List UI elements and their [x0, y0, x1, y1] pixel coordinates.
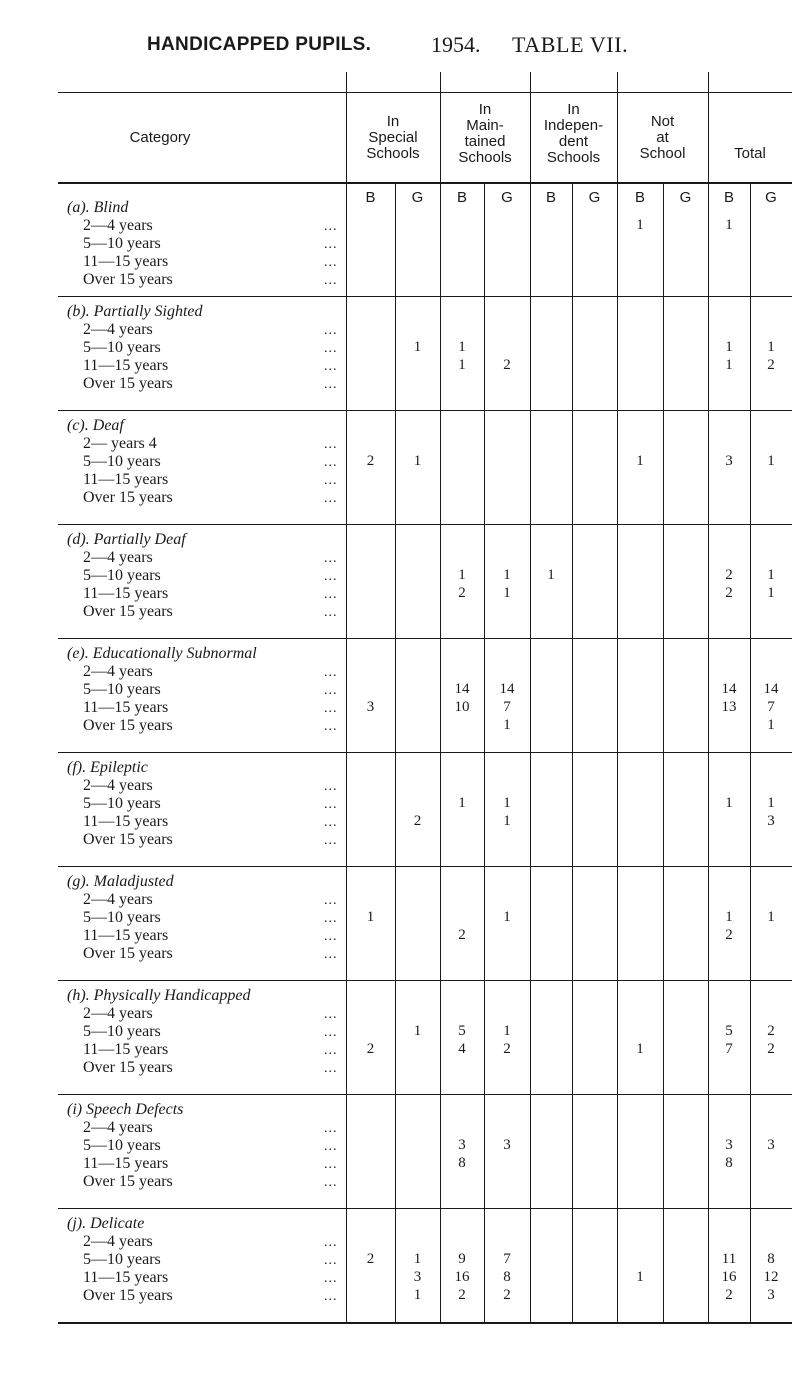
leader-dots: ...: [324, 569, 338, 584]
table-cell: 10: [454, 699, 470, 715]
age-row-label: Over 15 years: [83, 1059, 173, 1076]
age-row-label: 11—15 years: [83, 1041, 169, 1058]
rule-line: [58, 1322, 792, 1324]
age-row-label: Over 15 years: [83, 489, 173, 506]
category-column-header: Category: [129, 129, 191, 146]
age-row-label: 2—4 years: [83, 1233, 153, 1250]
column-rule: [708, 72, 709, 1323]
boys-column-label: B: [456, 189, 467, 206]
table-cell: 7: [725, 1041, 733, 1057]
title-main: HANDICAPPED PUPILS.: [147, 34, 372, 55]
category-title: (a). Blind: [67, 199, 129, 216]
table-cell: 2: [503, 1287, 511, 1303]
table-cell: 1: [725, 217, 733, 233]
table-cell: 1: [366, 909, 375, 925]
leader-dots: ...: [324, 1043, 338, 1058]
boys-column-label: B: [545, 189, 556, 206]
table-cell: 1: [636, 1269, 644, 1285]
age-row-label: 11—15 years: [83, 699, 169, 716]
leader-dots: ...: [324, 1271, 338, 1286]
age-row-label: 11—15 years: [83, 927, 169, 944]
table-cell: 13: [721, 699, 737, 715]
age-row-label: 11—15 years: [83, 585, 169, 602]
leader-dots: ...: [324, 587, 338, 602]
category-title: (f). Epileptic: [67, 759, 148, 776]
table-cell: 1: [636, 453, 644, 469]
table-cell: 4: [458, 1041, 466, 1057]
table-cell: 14: [721, 681, 737, 697]
leader-dots: ...: [324, 815, 338, 830]
table-cell: 1: [458, 357, 466, 373]
table-cell: 1: [413, 453, 422, 469]
table-cell: 3: [725, 453, 733, 469]
group-header: In Indepen- dent Schools: [543, 101, 604, 166]
table-cell: 16: [721, 1269, 737, 1285]
table-cell: 1: [767, 339, 775, 355]
column-rule: [440, 72, 441, 1323]
table-cell: 1: [767, 585, 775, 601]
age-row-label: 5—10 years: [83, 567, 161, 584]
leader-dots: ...: [324, 1253, 338, 1268]
leader-dots: ...: [324, 455, 338, 470]
leader-dots: ...: [324, 683, 338, 698]
leader-dots: ...: [324, 947, 338, 962]
table-cell: 1: [767, 909, 775, 925]
table-cell: 3: [767, 1287, 775, 1303]
age-row-label: 11—15 years: [83, 1155, 169, 1172]
girls-column-label: G: [588, 189, 601, 206]
title-table-number: TABLE VII.: [512, 32, 629, 57]
category-title: (e). Educationally Subnormal: [67, 645, 257, 662]
leader-dots: ...: [324, 237, 338, 252]
girls-column-label: G: [501, 189, 513, 206]
leader-dots: ...: [324, 437, 338, 452]
table-cell: 8: [725, 1155, 733, 1171]
leader-dots: ...: [324, 797, 338, 812]
leader-dots: ...: [324, 719, 338, 734]
table-cell: 1: [503, 717, 511, 733]
table-cell: 1: [767, 795, 775, 811]
table-cell: 2: [725, 1287, 733, 1303]
leader-dots: ...: [324, 551, 338, 566]
table-cell: 2: [767, 1041, 775, 1057]
table-cell: 1: [767, 717, 775, 733]
table-cell: 12: [763, 1269, 779, 1285]
table-cell: 1: [725, 357, 733, 373]
age-row-label: Over 15 years: [83, 603, 173, 620]
column-rule: [346, 72, 347, 1323]
age-row-label: 5—10 years: [83, 1251, 161, 1268]
table-cell: 1: [725, 795, 733, 811]
age-row-label: 5—10 years: [83, 339, 161, 356]
table-cell: 2: [725, 927, 733, 943]
age-row-label: 5—10 years: [83, 235, 161, 252]
rule-line: [58, 752, 792, 753]
table-cell: 3: [767, 1137, 775, 1153]
age-row-label: Over 15 years: [83, 375, 173, 392]
table-cell: 1: [503, 813, 511, 829]
table-cell: 8: [767, 1251, 775, 1267]
boys-column-label: B: [365, 189, 376, 206]
leader-dots: ...: [324, 1121, 338, 1136]
age-row-label: Over 15 years: [83, 1173, 173, 1190]
table-cell: 5: [458, 1023, 466, 1039]
rule-line: [58, 296, 792, 297]
table-cell: 1: [636, 217, 644, 233]
age-row-label: 11—15 years: [83, 471, 169, 488]
table-cell: 1: [413, 1023, 422, 1039]
table-cell: 2: [366, 1041, 375, 1057]
age-row-label: 2—4 years: [83, 321, 153, 338]
age-row-label: 2— years 4: [83, 435, 157, 452]
table-cell: 3: [366, 699, 375, 715]
age-row-label: 5—10 years: [83, 1137, 161, 1154]
table-cell: 3: [458, 1137, 466, 1153]
category-title: (b). Partially Sighted: [67, 303, 203, 320]
age-row-label: 5—10 years: [83, 1023, 161, 1040]
table-cell: 1: [767, 567, 775, 583]
rule-line: [58, 524, 792, 525]
table-cell: 2: [458, 585, 466, 601]
leader-dots: ...: [324, 219, 338, 234]
rule-line: [58, 866, 792, 867]
leader-dots: ...: [324, 701, 338, 716]
table-cell: 14: [499, 681, 515, 697]
age-row-label: 2—4 years: [83, 217, 153, 234]
age-row-label: 2—4 years: [83, 891, 153, 908]
rule-line: [58, 980, 792, 981]
table-cell: 2: [725, 567, 733, 583]
table-cell: 2: [458, 927, 466, 943]
table-cell: 1: [547, 567, 555, 583]
table-cell: 2: [503, 357, 511, 373]
table-cell: 1: [503, 1023, 511, 1039]
age-row-label: 5—10 years: [83, 681, 161, 698]
leader-dots: ...: [324, 323, 338, 338]
leader-dots: ...: [324, 273, 338, 288]
leader-dots: ...: [324, 893, 338, 908]
table-cell: 16: [454, 1269, 470, 1285]
leader-dots: ...: [324, 359, 338, 374]
title-year: 1954.: [431, 32, 481, 57]
table-cell: 8: [503, 1269, 511, 1285]
age-row-label: Over 15 years: [83, 717, 173, 734]
table-cell: 1: [503, 795, 511, 811]
leader-dots: ...: [324, 1289, 338, 1304]
girls-column-label: G: [765, 189, 777, 206]
table-cell: 14: [763, 681, 779, 697]
table-cell: 2: [413, 813, 422, 829]
table-cell: 5: [725, 1023, 733, 1039]
table-cell: 1: [503, 567, 511, 583]
leader-dots: ...: [324, 1235, 338, 1250]
table-cell: 8: [458, 1155, 466, 1171]
group-header: In Main- tained Schools: [458, 101, 512, 166]
table-cell: 2: [366, 1251, 375, 1267]
age-row-label: 2—4 years: [83, 1119, 153, 1136]
column-rule: [530, 72, 531, 1323]
table-cell: 3: [413, 1269, 422, 1285]
leader-dots: ...: [324, 833, 338, 848]
girls-column-label: G: [411, 189, 424, 206]
age-row-label: 11—15 years: [83, 813, 169, 830]
table-cell: 1: [725, 909, 733, 925]
category-title: (i) Speech Defects: [67, 1101, 184, 1118]
table-cell: 14: [454, 681, 470, 697]
age-row-label: Over 15 years: [83, 945, 173, 962]
leader-dots: ...: [324, 1007, 338, 1022]
category-title: (j). Delicate: [67, 1215, 145, 1232]
rule-line: [58, 92, 792, 93]
age-row-label: 2—4 years: [83, 777, 153, 794]
table-cell: 2: [366, 453, 375, 469]
group-header: In Special Schools: [366, 113, 420, 162]
table-cell: 7: [767, 699, 775, 715]
table-cell: 2: [503, 1041, 511, 1057]
table-cell: 1: [725, 339, 733, 355]
leader-dots: ...: [324, 255, 338, 270]
table-cell: 2: [767, 357, 775, 373]
leader-dots: ...: [324, 377, 338, 392]
age-row-label: 2—4 years: [83, 1005, 153, 1022]
table-cell: 7: [503, 699, 511, 715]
group-header: Not at School: [639, 113, 686, 162]
leader-dots: ...: [324, 1139, 338, 1154]
table-cell: 1: [458, 567, 466, 583]
rule-line: [58, 410, 792, 411]
rule-line: [58, 182, 792, 184]
leader-dots: ...: [324, 1025, 338, 1040]
table-cell: 2: [458, 1287, 466, 1303]
column-rule: [617, 72, 618, 1323]
age-row-label: 5—10 years: [83, 453, 161, 470]
leader-dots: ...: [324, 779, 338, 794]
age-row-label: 11—15 years: [83, 1269, 169, 1286]
table-cell: 1: [503, 909, 511, 925]
table-cell: 1: [413, 1251, 422, 1267]
table-cell: 1: [458, 339, 466, 355]
category-title: (h). Physically Handicapped: [67, 987, 251, 1004]
rule-line: [58, 1094, 792, 1095]
girls-column-label: G: [679, 189, 692, 206]
table-cell: 2: [767, 1023, 775, 1039]
age-row-label: Over 15 years: [83, 1287, 173, 1304]
table-cell: 7: [503, 1251, 511, 1267]
category-title: (c). Deaf: [67, 417, 124, 434]
age-row-label: 5—10 years: [83, 795, 161, 812]
leader-dots: ...: [324, 341, 338, 356]
group-header: Total: [734, 145, 766, 162]
age-row-label: 11—15 years: [83, 357, 169, 374]
age-row-label: 5—10 years: [83, 909, 161, 926]
table-cell: 1: [413, 1287, 422, 1303]
boys-column-label: B: [634, 189, 645, 206]
leader-dots: ...: [324, 1175, 338, 1190]
table-cell: 3: [725, 1137, 733, 1153]
leader-dots: ...: [324, 491, 338, 506]
leader-dots: ...: [324, 929, 338, 944]
age-row-label: 11—15 years: [83, 253, 169, 270]
leader-dots: ...: [324, 473, 338, 488]
table-cell: 1: [503, 585, 511, 601]
table-cell: 11: [721, 1251, 737, 1267]
table-cell: 1: [767, 453, 775, 469]
category-title: (g). Maladjusted: [67, 873, 174, 890]
leader-dots: ...: [324, 1061, 338, 1076]
age-row-label: 2—4 years: [83, 663, 153, 680]
table-cell: 1: [413, 339, 422, 355]
leader-dots: ...: [324, 911, 338, 926]
leader-dots: ...: [324, 605, 338, 620]
table-cell: 9: [458, 1251, 466, 1267]
table-cell: 2: [725, 585, 733, 601]
rule-line: [58, 1208, 792, 1209]
leader-dots: ...: [324, 1157, 338, 1172]
table-cell: 1: [458, 795, 466, 811]
leader-dots: ...: [324, 665, 338, 680]
age-row-label: Over 15 years: [83, 271, 173, 288]
table-cell: 1: [636, 1041, 644, 1057]
age-row-label: 2—4 years: [83, 549, 153, 566]
table-cell: 3: [503, 1137, 511, 1153]
boys-column-label: B: [723, 189, 734, 206]
category-title: (d). Partially Deaf: [67, 531, 186, 548]
rule-line: [58, 638, 792, 639]
table-cell: 3: [767, 813, 775, 829]
age-row-label: Over 15 years: [83, 831, 173, 848]
